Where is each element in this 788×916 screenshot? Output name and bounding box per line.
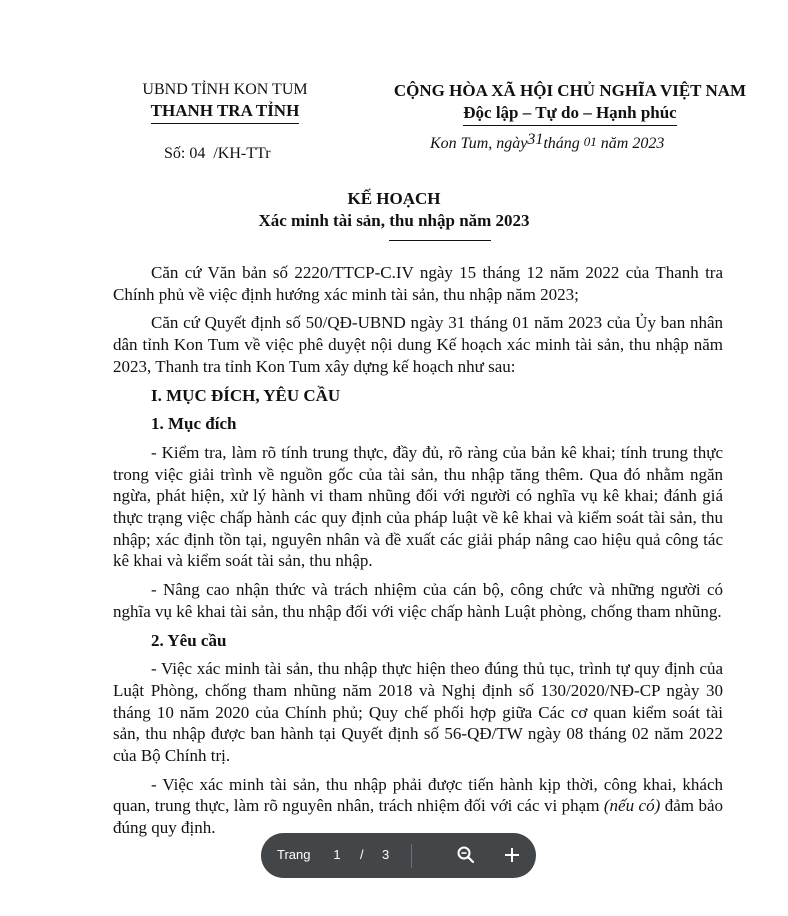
- zoom-out-icon: [456, 845, 476, 865]
- zoom-in-icon: [503, 846, 521, 864]
- toolbar-divider: [411, 844, 412, 868]
- subsection-heading-requirements: 2. Yêu cầu: [151, 630, 227, 650]
- document-number: Số: 04 /KH-TTr: [164, 145, 271, 162]
- paragraph-purpose-1: - Kiểm tra, làm rõ tính trung thực, đầy đủ, rõ ràng của bản kê khai; tính trung thực trong việc giải trình về nguồn gốc của tài sản, thu nhập tăng thêm. Qua đó nhằm ngăn ngừa, phát hiện, xử lý hành vi tham nhũng đối với người có nghĩa vụ kê khai; đánh giá thực trạng việc chấp hành các quy định của pháp luật về kê khai và kiểm soát tài sản, thu nhập; xác định tồn tại, nguyên nhân và đề xuất các giải pháp nâng cao hiệu quả công tác kê khai và kiểm soát tài sản, thu nhập.: [113, 442, 723, 571]
- paragraph-basis-2: Căn cứ Quyết định số 50/QĐ-UBND ngày 31 tháng 01 năm 2023 của Ủy ban nhân dân tỉnh Kon Tum về việc phê duyệt nội dung Kế hoạch xác minh tài sản, thu nhập năm 2023, Thanh tra tỉnh Kon Tum xây dựng kế hoạch như sau:: [113, 313, 723, 376]
- document-body: [113, 262, 723, 846]
- current-page-input[interactable]: 1: [333, 847, 341, 862]
- page-label: Trang: [277, 847, 311, 862]
- agency-parent: UBND TỈNH KON TUM: [142, 81, 308, 98]
- paragraph-basis-1: Căn cứ Văn bản số 2220/TTCP-C.IV ngày 15 tháng 12 năm 2022 của Thanh tra Chính phủ về việc định hướng xác minh tài sản, thu nhập năm 2023;: [113, 263, 723, 304]
- date-line: [430, 131, 665, 153]
- paragraph-purpose-2: - Nâng cao nhận thức và trách nhiệm của cán bộ, công chức và những người có nghĩa vụ kê khai tài sản, thu nhập đối với việc chấp hành Luật phòng, chống tham nhũng.: [113, 580, 723, 621]
- total-pages: 3: [382, 847, 390, 862]
- paragraph-requirement-2-text: - Việc xác minh tài sản, thu nhập phải được tiến hành kịp thời, công khai, khách quan, trung thực, làm rõ nguyên nhân, trách nhiệm đối với các vi phạm: [113, 774, 723, 816]
- date-year: năm 2023: [600, 135, 665, 152]
- date-month-label: tháng: [543, 135, 580, 152]
- paragraph-requirement-2-note: (nếu có): [603, 796, 661, 816]
- page-toolbar: [261, 833, 536, 878]
- date-month: 01: [583, 134, 597, 149]
- title-type: KẾ HOẠCH: [347, 189, 441, 208]
- paragraph-requirement-2: [113, 774, 723, 839]
- document-title: [0, 188, 788, 232]
- national-motto: Độc lập – Tự do – Hạnh phúc: [463, 102, 676, 126]
- national-header: [380, 80, 760, 126]
- title-underline: [389, 240, 491, 241]
- agency-name: THANH TRA TỈNH: [151, 100, 300, 124]
- zoom-out-button[interactable]: [456, 845, 476, 865]
- agency-header: [120, 80, 330, 124]
- zoom-in-button[interactable]: [503, 846, 521, 864]
- date-day: 31: [527, 131, 544, 148]
- page-separator: /: [360, 847, 364, 862]
- title-subject: Xác minh tài sản, thu nhập năm 2023: [258, 211, 530, 230]
- date-prefix: Kon Tum, ngày: [430, 135, 528, 152]
- subsection-heading-purpose: 1. Mục đích: [151, 414, 237, 434]
- section-heading-1: I. MỤC ĐÍCH, YÊU CẦU: [151, 385, 341, 405]
- paragraph-requirement-1: - Việc xác minh tài sản, thu nhập thực hiện theo đúng thủ tục, trình tự quy định của Luật Phòng, chống tham nhũng năm 2018 và Nghị định số 130/2020/NĐ-CP ngày 30 tháng 10 năm 2020 của Chính phủ; Quy chế phối hợp giữa Các cơ quan kiểm soát tài sản, thu nhập được ban hành tại Quyết định số 56-QĐ/TW ngày 08 tháng 02 năm 2022 của Bộ Chính trị.: [113, 659, 723, 766]
- country-name: CỘNG HÒA XÃ HỘI CHỦ NGHĨA VIỆT NAM: [393, 81, 747, 100]
- paragraph-requirement-2-end: đảm bảo đúng quy định.: [113, 796, 723, 838]
